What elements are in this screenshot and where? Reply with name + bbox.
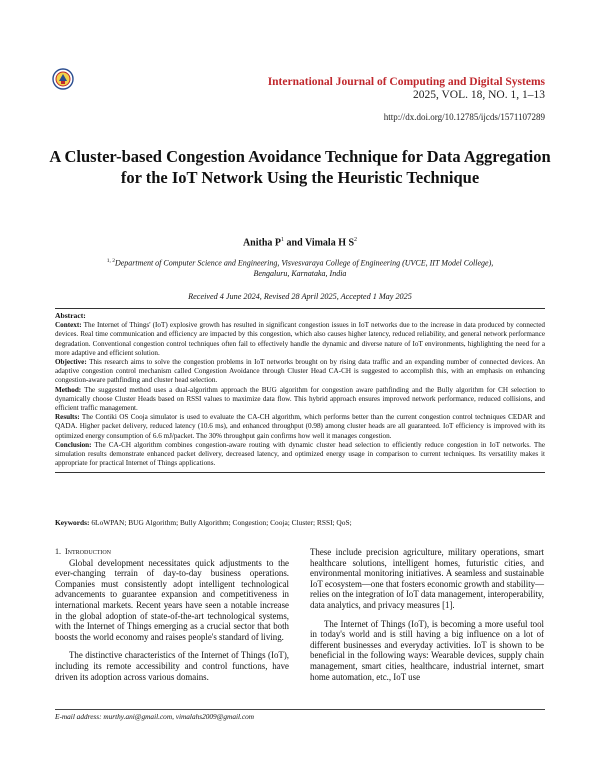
abstract-context: [55, 321, 545, 358]
method-label: Method:: [55, 385, 82, 394]
abstract-conclusion: [55, 441, 545, 469]
body-paragraph-2: The distinctive characteristics of the Internet of Things (IoT), including its remote accessibility and control functions, have driven its adoption across various domains.: [55, 650, 289, 682]
section-number: 1.: [55, 547, 61, 556]
keywords-text: 6LoWPAN; BUG Algorithm; Bully Algorithm; Congestion; Cooja; Cluster; RSSI; QoS;: [91, 518, 352, 527]
author-2-sup: 2: [354, 237, 358, 243]
author-2: Vimala H S: [304, 237, 355, 249]
abstract-box: [55, 308, 545, 473]
conclusion-label: Conclusion:: [55, 440, 92, 449]
affiliation: [90, 256, 510, 280]
journal-volume: 2025, VOL. 18, NO. 1, 1–13: [412, 89, 545, 101]
body-paragraph-4: The Internet of Things (IoT), is becoming a more useful tool in today's world and is still having a big influence on a lot of different businesses and everyday activities. IoT is shown to be beneficial in the following ways: Wearable devices, supply chain management, smart cities, healthcare, industrial internet, smart home automation, etc., IoT use: [310, 618, 544, 682]
abstract-heading: Abstract:: [55, 311, 86, 320]
abstract-objective: [55, 358, 545, 386]
method-text: The suggested method uses a dual-algorithm approach the BUG algorithm for congestion aware pathfinding and the Bully algorithm for CH selection to dynamically choose Cluster Heads based on RSSI values to maximize data flow. This hybrid approach ensures improved network performance, reduced collisions, and efficient traffic management.: [55, 385, 545, 413]
keywords-label: Keywords:: [55, 518, 90, 527]
objective-label: Objective:: [55, 358, 87, 367]
body-column-right: [310, 547, 544, 682]
author-1-sup: 1: [281, 237, 285, 243]
journal-seal-icon: [52, 68, 74, 90]
body-paragraph-3: These include precision agriculture, military operations, smart healthcare solutions, intelligent homes, futuristic cities, and environmental monitoring initiatives. A seamless and sustainable IoT ecosystem—one that fosters economic growth and stability—relies on the integration of IoT data management, interoperability, data analytics, and privacy measures [1].: [310, 547, 544, 610]
keywords: [55, 518, 352, 527]
paper-title: A Cluster-based Congestion Avoidance Technique for Data Aggregation for the IoT Network Using the Heuristic Technique: [49, 147, 551, 187]
author-1: Anitha P: [242, 237, 282, 249]
context-text: The Internet of Things' (IoT) explosive growth has resulted in significant congestion issues in IoT networks due to the increase in data produced by connected devices. Real time communication and efficiency are impacted by this congestion, which also causes higher latency, reduced reliability, and general network performance degradation. Conventional congestion control techniques often fail to effectively handle the dynamic and diverse nature of IoT environments, highlighting the need for a more adaptive and efficient solution.: [55, 321, 546, 357]
journal-header: [268, 76, 545, 102]
section-title: Introduction: [65, 547, 111, 556]
affiliation-sup: 1, 2: [106, 258, 115, 264]
body-paragraph-1: Global development necessitates quick adjustments to the ever-changing terrain of day-to-day business operations. Companies must consistently adopt intelligent technological advancements to guarantee expansion and competitiveness in international markets. Recent years have seen a notable increase in the global adoption of state-of-the-art technological systems, with the Internet of Things emerging as a crucial sector that both boosts the world economy and raises people's standard of living.: [55, 557, 289, 642]
footer-email: E-mail address: murthy.ani@gmail.com, vimalahs2009@gmail.com: [55, 709, 545, 721]
section-heading: [55, 547, 289, 558]
objective-text: This research aims to solve the congestion problems in IoT networks brought on by rising data traffic and an expanding number of connected devices. An adaptive congestion control mechanism called Congestion Avoidance through Cluster Head CA-CH is suggested to accomplish this, with an emphasis on enhancing congestion-aware pathfinding and cluster head selection.: [55, 358, 546, 385]
doi-link[interactable]: http://dx.doi.org/10.12785/ijcds/1571107289: [383, 112, 545, 122]
abstract-method: [55, 386, 545, 414]
journal-name: International Journal of Computing and Digital Systems: [267, 76, 545, 88]
received-dates: Received 4 June 2024, Revised 28 April 2025, Accepted 1 May 2025: [188, 292, 412, 301]
author-and: and: [284, 237, 305, 249]
results-text: The Contiki OS Cooja simulator is used to evaluate the CA-CH algorithm, which performs better than the current congestion control techniques CEDAR and QADA. Higher packet delivery, reduced latency (10.6 ms), and enhanced throughput (0.98) among cluster heads are all guaranteed. IoT efficiency is improved with its optimized energy consumption of 6.6 mJ/packet. The 30% throughput gain confirms how well it manages congestion.: [55, 413, 545, 440]
body-column-left: [55, 547, 289, 682]
conclusion-text: The CA-CH algorithm combines congestion-aware routing with dynamic cluster head selection to efficiently reduce congestion in IoT networks. The simulation results demonstrate enhanced packet delivery, decreased latency, and optimized energy usage in comparison to current techniques. Its versatility makes it appropriate for practical Internet of Things applications.: [55, 440, 546, 468]
abstract-results: [55, 413, 545, 441]
affiliation-text: Department of Computer Science and Engineering, Visvesvaraya College of Engineering (UVCE, IIT Model College), Bengaluru, Karnataka, India: [114, 258, 494, 279]
results-label: Results:: [55, 413, 80, 422]
context-label: Context:: [55, 321, 82, 330]
author-line: [0, 237, 600, 248]
